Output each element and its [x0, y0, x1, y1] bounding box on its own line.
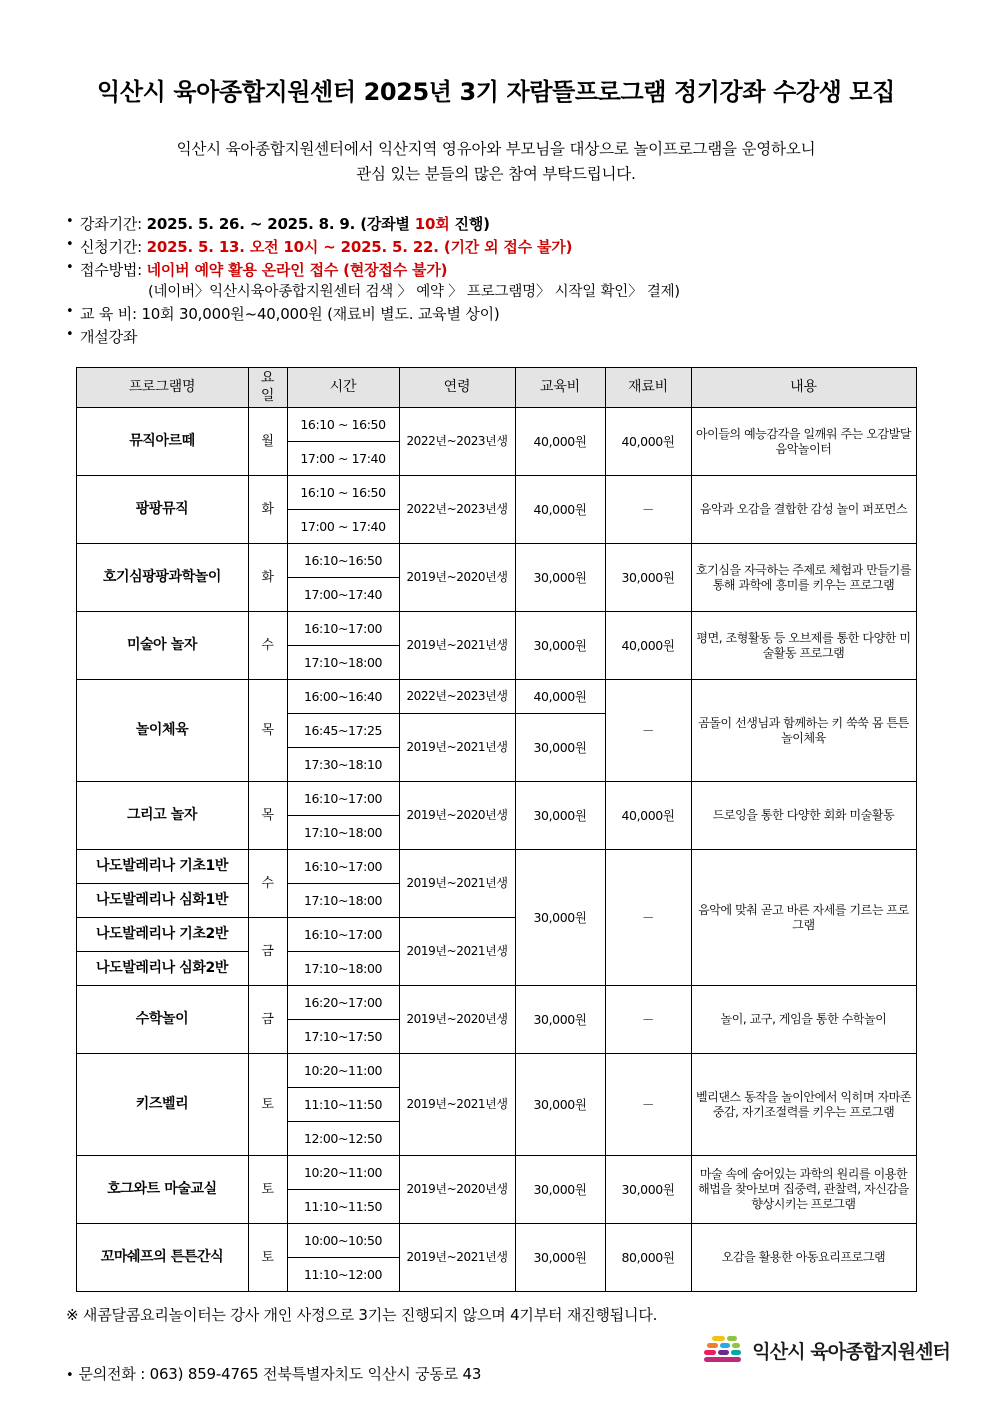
- cell-fee: 30,000원: [515, 1156, 605, 1224]
- info-label-apply: 신청기간:: [80, 237, 143, 256]
- col-header-time: 시간: [287, 368, 399, 408]
- col-header-program: 프로그램명: [76, 368, 248, 408]
- table-body: [76, 408, 916, 1292]
- center-logo-text: 익산시 육아종합지원센터: [752, 1340, 950, 1363]
- col-header-age: 연령: [399, 368, 515, 408]
- cell-material: －: [605, 850, 691, 986]
- cell-fee: 30,000원: [515, 782, 605, 850]
- page-title: 익산시 육아종합지원센터 2025년 3기 자람뜰프로그램 정기강좌 수강생 모집: [97, 78, 895, 106]
- info-item-open-courses: • 개설강좌: [66, 326, 992, 349]
- intro-line-1: 익산시 육아종합지원센터에서 익산지역 영유아와 부모님을 대상으로 놀이프로그램을 운영하오니: [176, 139, 816, 158]
- table-row: [76, 782, 916, 816]
- cell-day: 토: [248, 1156, 287, 1224]
- contact-text: 문의전화 : 063) 859-4765 전북특별자치도 익산시 궁동로 43: [78, 1365, 482, 1384]
- course-table-container: [0, 349, 992, 1292]
- cell-program: 나도발레리나 기초1반: [76, 850, 248, 884]
- cell-time: 16:10~17:00: [287, 782, 399, 816]
- table-header-row: [76, 368, 916, 408]
- cell-time: 17:00 ~ 17:40: [287, 442, 399, 476]
- cell-program: 꼬마쉐프의 튼튼간식: [76, 1224, 248, 1292]
- cell-content: 호기심을 자극하는 주제로 체험과 만들기를 통해 과학에 흥미를 키우는 프로그램: [691, 544, 916, 612]
- cell-age: 2022년~2023년생: [399, 408, 515, 476]
- cell-age: 2022년~2023년생: [399, 680, 515, 714]
- cell-time: 16:10 ~ 16:50: [287, 408, 399, 442]
- cell-time: 11:10~12:00: [287, 1258, 399, 1292]
- cell-time: 17:00 ~ 17:40: [287, 510, 399, 544]
- cell-content: 벨리댄스 동작을 놀이안에서 익히며 자마존중감, 자기조절력를 키우는 프로그램: [691, 1054, 916, 1156]
- cell-material: －: [605, 986, 691, 1054]
- cell-day: 금: [248, 918, 287, 986]
- info-value-period-highlight: 10회: [414, 215, 450, 234]
- cell-time: 16:20~17:00: [287, 986, 399, 1020]
- cell-day: 수: [248, 612, 287, 680]
- cell-age: 2019년~2021년생: [399, 1224, 515, 1292]
- cell-fee: 30,000원: [515, 1224, 605, 1292]
- cell-day: 월: [248, 408, 287, 476]
- col-header-content: 내용: [691, 368, 916, 408]
- cell-material: 30,000원: [605, 1156, 691, 1224]
- cell-program: 뮤직아르떼: [76, 408, 248, 476]
- cell-program: 놀이체육: [76, 680, 248, 782]
- cell-time: 16:10~17:00: [287, 850, 399, 884]
- info-value-fee: 10회 30,000원~40,000원 (재료비 별도. 교육별 상이): [141, 305, 500, 324]
- info-label-method: 접수방법:: [80, 260, 143, 279]
- cell-time: 16:10~17:00: [287, 612, 399, 646]
- intro-paragraph: [0, 107, 992, 187]
- cell-day: 토: [248, 1224, 287, 1292]
- table-row: [76, 408, 916, 442]
- table-row: [76, 850, 916, 884]
- intro-line-2: 관심 있는 분들의 많은 참여 부탁드립니다.: [356, 164, 636, 183]
- cell-day: 목: [248, 680, 287, 782]
- cell-content: 곰돌이 선생님과 함께하는 키 쑥쑥 몸 튼튼 놀이체육: [691, 680, 916, 782]
- cell-content: 마술 속에 숨어있는 과학의 원리를 이용한 해법을 찾아보며 집중력, 관찰력, 자신감을 향상시키는 프로그램: [691, 1156, 916, 1224]
- cell-day: 화: [248, 544, 287, 612]
- cell-material: －: [605, 1054, 691, 1156]
- cell-time: 17:10~18:00: [287, 816, 399, 850]
- info-label-period: 강좌기간:: [80, 215, 143, 234]
- cell-time: 16:00~16:40: [287, 680, 399, 714]
- col-header-fee: 교육비: [515, 368, 605, 408]
- table-row: [76, 612, 916, 646]
- cell-age: 2019년~2021년생: [399, 1054, 515, 1156]
- cell-program: 호그와트 마술교실: [76, 1156, 248, 1224]
- cell-day: 토: [248, 1054, 287, 1156]
- col-header-day-line2: 일: [260, 387, 275, 404]
- info-value-method: 네이버 예약 활용 온라인 접수 (현장접수 불가): [146, 260, 448, 279]
- cell-content: 음악에 맞춰 곧고 바른 자세를 기르는 프로그램: [691, 850, 916, 986]
- table-row: [76, 1224, 916, 1258]
- cell-content: 드로잉을 통한 다양한 회화 미술활동: [691, 782, 916, 850]
- cell-fee: 30,000원: [515, 714, 605, 782]
- info-item-period: [66, 213, 992, 236]
- cell-time: 10:00~10:50: [287, 1224, 399, 1258]
- table-row: [76, 986, 916, 1020]
- cell-program: 호기심팡팡과학놀이: [76, 544, 248, 612]
- table-row: [76, 476, 916, 510]
- cell-time: 16:45~17:25: [287, 714, 399, 748]
- cell-fee: 30,000원: [515, 986, 605, 1054]
- cell-fee: 30,000원: [515, 544, 605, 612]
- center-logo-icon: [703, 1335, 743, 1365]
- info-value-period-2: 진행): [449, 215, 490, 234]
- info-item-apply-period: [66, 236, 992, 259]
- cell-age: 2019년~2020년생: [399, 986, 515, 1054]
- info-label-fee: 교 육 비:: [80, 305, 137, 324]
- cell-age: 2019년~2021년생: [399, 612, 515, 680]
- contact-bullet-icon: •: [66, 1368, 74, 1384]
- table-head: [76, 368, 916, 408]
- cell-time: 16:10 ~ 16:50: [287, 476, 399, 510]
- cell-time: 17:10~17:50: [287, 1020, 399, 1054]
- cell-time: 17:30~18:10: [287, 748, 399, 782]
- footer-logo: [703, 1335, 950, 1365]
- col-header-day-line1: 요: [260, 370, 275, 387]
- cell-time: 17:00~17:40: [287, 578, 399, 612]
- cell-program: 나도발레리나 심화1반: [76, 884, 248, 918]
- cell-program: 그리고 놀자: [76, 782, 248, 850]
- col-header-material: 재료비: [605, 368, 691, 408]
- table-row: [76, 1156, 916, 1190]
- cell-fee: 40,000원: [515, 680, 605, 714]
- cell-material: －: [605, 476, 691, 544]
- cell-time: 17:10~18:00: [287, 952, 399, 986]
- cell-day: 수: [248, 850, 287, 918]
- cell-time: 17:10~18:00: [287, 646, 399, 680]
- cell-day: 금: [248, 986, 287, 1054]
- cell-material: 30,000원: [605, 544, 691, 612]
- col-header-day: [248, 368, 287, 408]
- cell-program: 키즈벨리: [76, 1054, 248, 1156]
- cell-material: 80,000원: [605, 1224, 691, 1292]
- cell-time: 16:10~17:00: [287, 918, 399, 952]
- cell-day: 목: [248, 782, 287, 850]
- cell-material: 40,000원: [605, 408, 691, 476]
- cell-program: 수학놀이: [76, 986, 248, 1054]
- cell-fee: 40,000원: [515, 408, 605, 476]
- info-value-apply: 2025. 5. 13. 오전 10시 ~ 2025. 5. 22. (기간 외 접수 불가): [146, 237, 573, 256]
- cell-time: 11:10~11:50: [287, 1088, 399, 1122]
- info-item-method: [66, 259, 992, 282]
- cell-content: 음악과 오감을 결합한 감성 놀이 퍼포먼스: [691, 476, 916, 544]
- cell-age: 2019년~2021년생: [399, 918, 515, 986]
- cell-age: 2019년~2020년생: [399, 544, 515, 612]
- info-bullet-list: [0, 187, 992, 349]
- cell-material: －: [605, 680, 691, 782]
- table-row: [76, 544, 916, 578]
- cell-material: 40,000원: [605, 782, 691, 850]
- cell-content: 놀이, 교구, 게임을 통한 수학놀이: [691, 986, 916, 1054]
- cell-age: 2019년~2020년생: [399, 1156, 515, 1224]
- cell-age: 2022년~2023년생: [399, 476, 515, 544]
- info-value-period-1: 2025. 5. 26. ~ 2025. 8. 9. (강좌별: [146, 215, 415, 234]
- cell-age: 2019년~2021년생: [399, 850, 515, 918]
- cell-age: 2019년~2020년생: [399, 782, 515, 850]
- info-item-method-path: (네이버〉익산시육아종합지원센터 검색 〉 예약 〉 프로그램명〉 시작일 확인〉 결제): [148, 284, 680, 301]
- cell-fee: 30,000원: [515, 850, 605, 986]
- footnote-text: ※ 새콤달콤요리놀이터는 강사 개인 사정으로 3기는 진행되지 않으며 4기부터 재진행됩니다.: [66, 1306, 658, 1325]
- cell-time: 12:00~12:50: [287, 1122, 399, 1156]
- cell-material: 40,000원: [605, 612, 691, 680]
- table-row: [76, 680, 916, 714]
- cell-time: 17:10~18:00: [287, 884, 399, 918]
- cell-time: 10:20~11:00: [287, 1156, 399, 1190]
- info-item-fee: [66, 303, 992, 326]
- table-row: [76, 1054, 916, 1088]
- cell-fee: 30,000원: [515, 612, 605, 680]
- cell-time: 16:10~16:50: [287, 544, 399, 578]
- cell-program: 팡팡뮤직: [76, 476, 248, 544]
- cell-time: 10:20~11:00: [287, 1054, 399, 1088]
- cell-day: 화: [248, 476, 287, 544]
- cell-time: 11:10~11:50: [287, 1190, 399, 1224]
- cell-age: 2019년~2021년생: [399, 714, 515, 782]
- cell-program: 나도발레리나 기초2반: [76, 918, 248, 952]
- cell-content: 오감을 활용한 아동요리프로그램: [691, 1224, 916, 1292]
- cell-fee: 30,000원: [515, 1054, 605, 1156]
- cell-program: 미술아 놀자: [76, 612, 248, 680]
- cell-program: 나도발레리나 심화2반: [76, 952, 248, 986]
- cell-content: 평면, 조형활동 등 오브제를 통한 다양한 미술활동 프로그램: [691, 612, 916, 680]
- course-table: [76, 367, 917, 1292]
- cell-fee: 40,000원: [515, 476, 605, 544]
- cell-content: 아이들의 예능감각을 일깨워 주는 오감발달 음악놀이터: [691, 408, 916, 476]
